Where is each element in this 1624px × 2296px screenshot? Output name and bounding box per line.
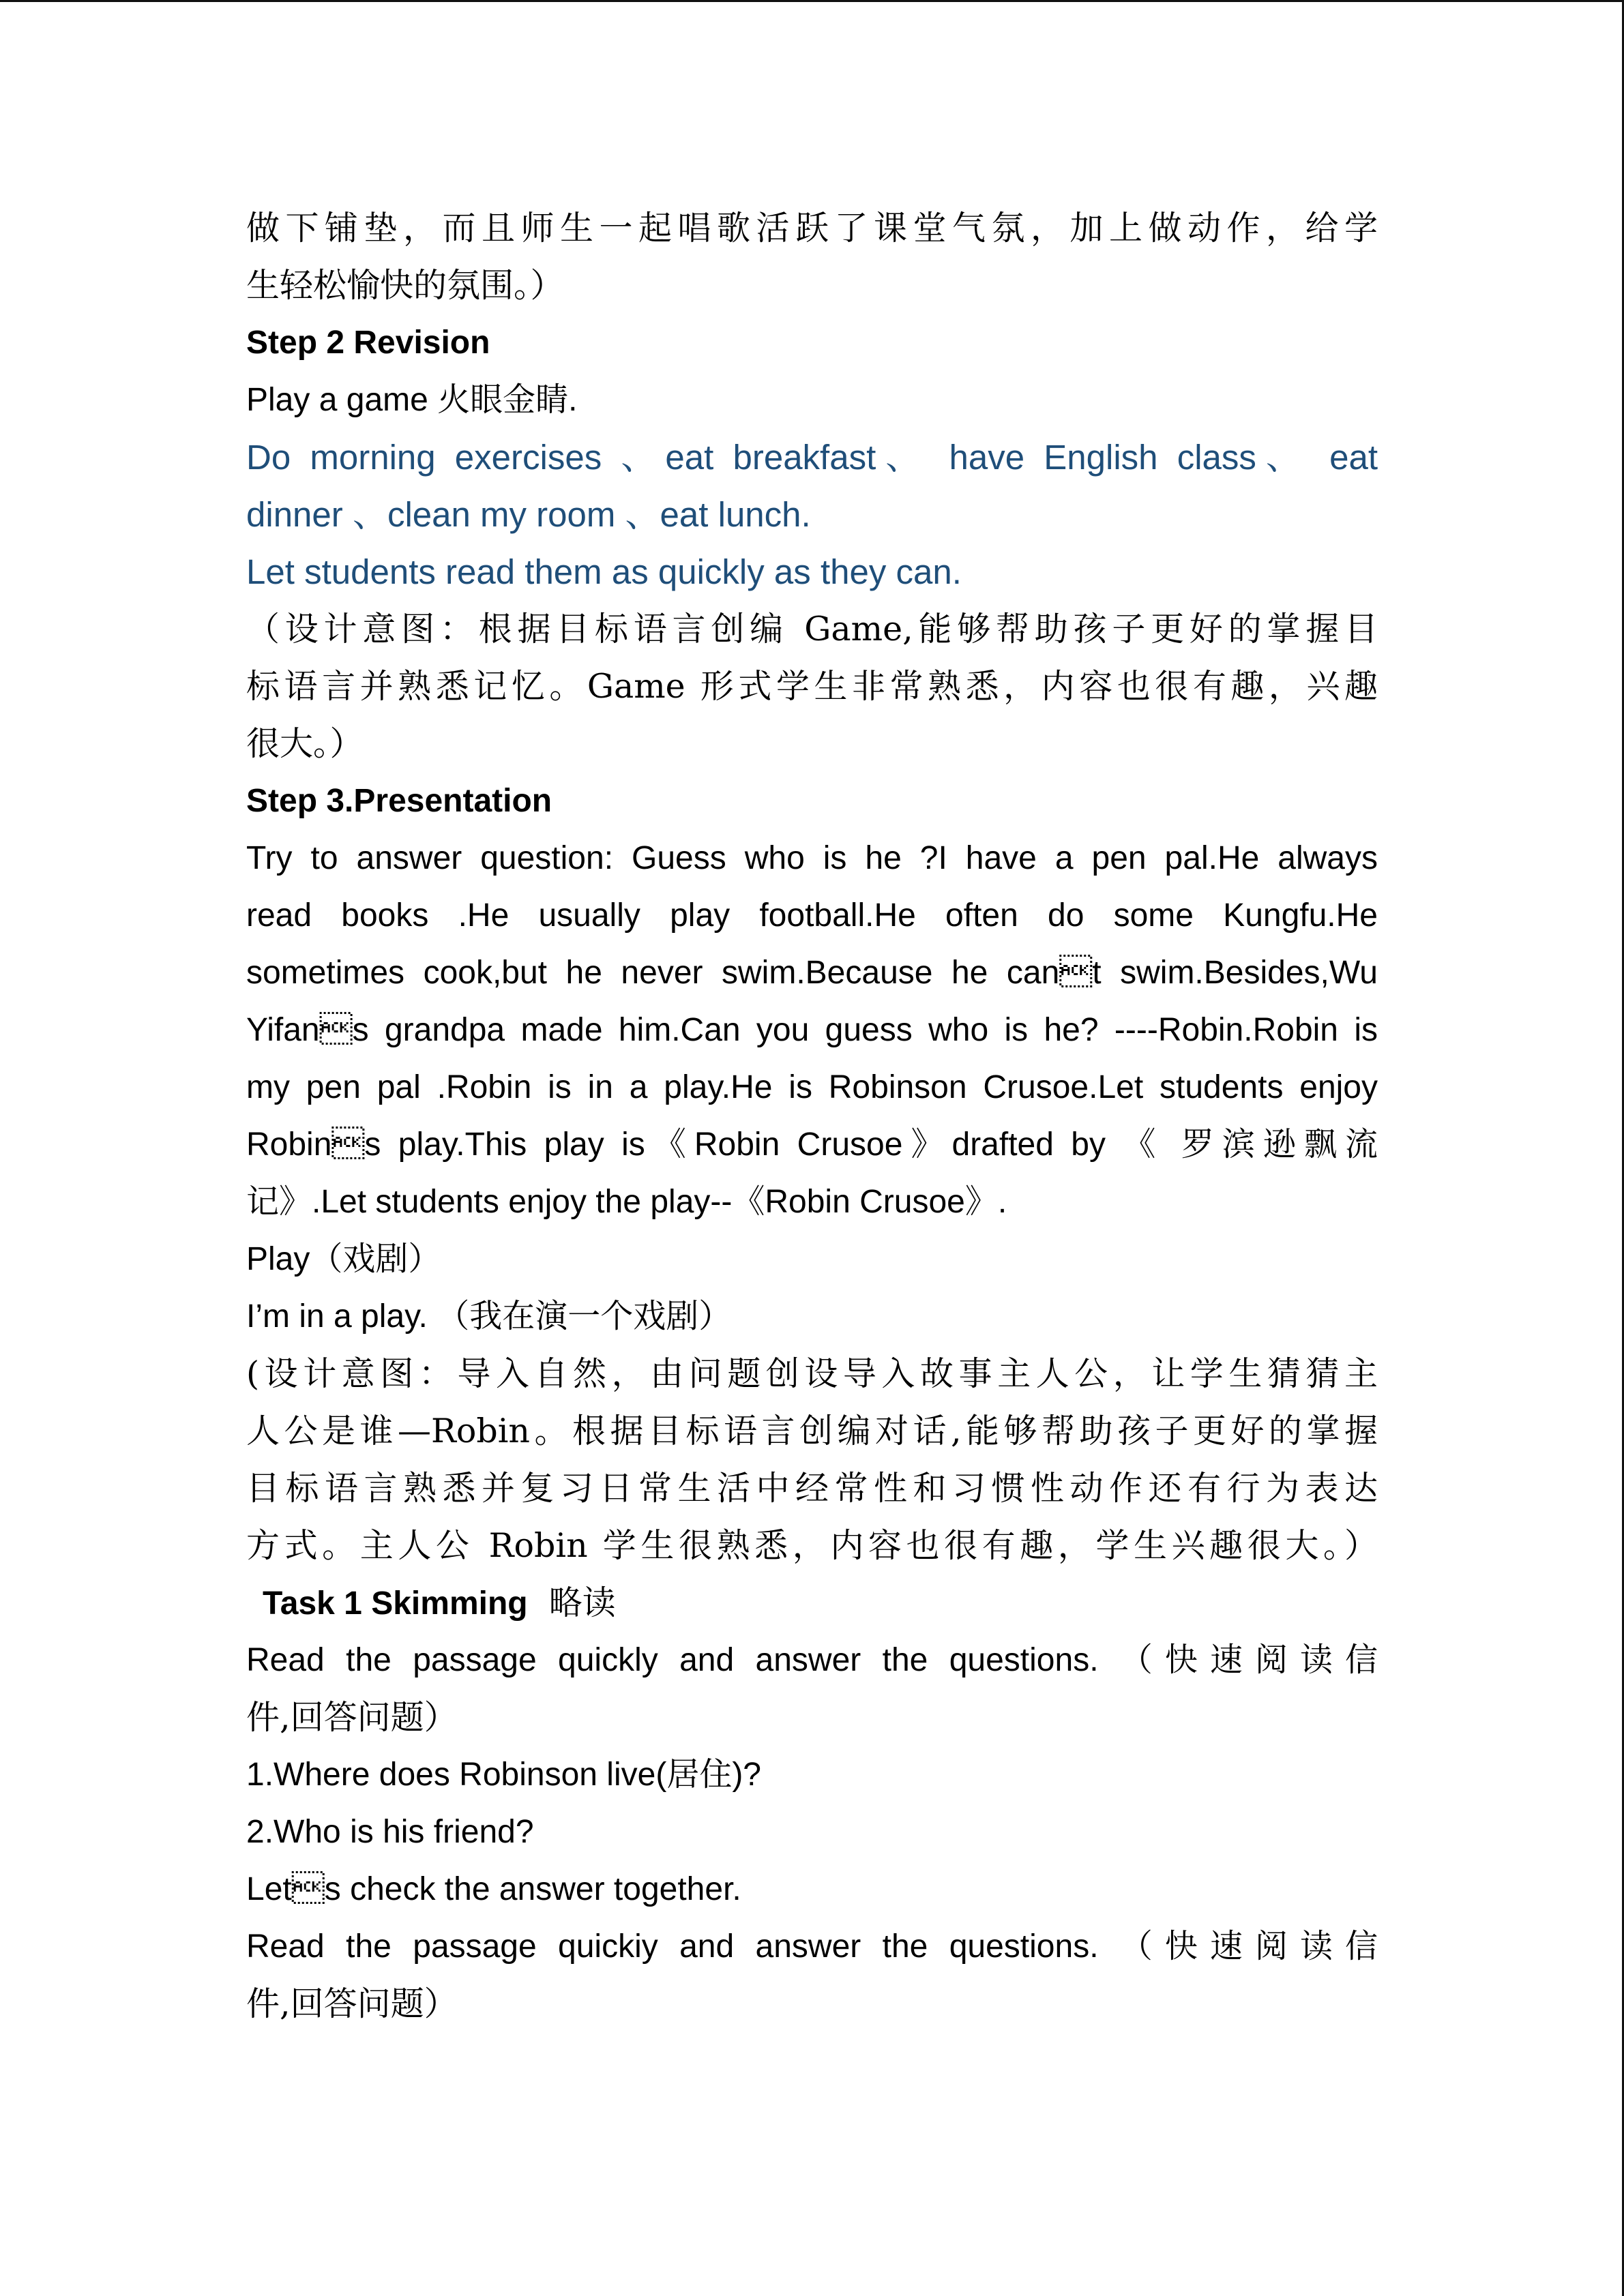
paragraph-line: 目标语言熟悉并复习日常生活中经常性和习惯性动作还有行为表达 bbox=[246, 1469, 1378, 1508]
paragraph-line: I’m in a play. （我在演一个戏剧） bbox=[246, 1298, 732, 1335]
paragraph-line: 人公是谁—Robin。根据目标语言创编对话,能够帮助孩子更好的掌握 bbox=[246, 1412, 1378, 1450]
paragraph-line: 标语言并熟悉记忆。Game 形式学生非常熟悉，内容也很有趣，兴趣 bbox=[246, 667, 1378, 706]
task-heading: Task 1 Skimming bbox=[263, 1585, 528, 1622]
paragraph-line: sometimes cook,but he never swim.Because he cant swim.Besides,Wu bbox=[246, 955, 1378, 991]
paragraph-line: 做下铺垫，而且师生一起唱歌活跃了课堂气氛，加上做动作，给学 bbox=[246, 209, 1378, 248]
paragraph-line: 很大。） bbox=[246, 724, 364, 763]
paragraph-line: Play（戏剧） bbox=[246, 1241, 441, 1277]
paragraph-line: Lets check the answer together. bbox=[246, 1871, 741, 1907]
paragraph-line: （设计意图：根据目标语言创编 Game,能够帮助孩子更好的掌握目 bbox=[246, 610, 1378, 648]
paragraph-line: 生轻松愉快的氛围。） bbox=[246, 266, 564, 305]
section-heading: Step 3.Presentation bbox=[246, 783, 552, 819]
paragraph-line: Read the passage quickiy and answer the questions. （快速阅读信 bbox=[246, 1928, 1378, 1965]
highlighted-line: Let students read them as quickly as they can. bbox=[246, 552, 962, 591]
paragraph-line: 件,回答问题） bbox=[246, 1698, 458, 1737]
paragraph-line: Read the passage quickly and answer the questions. （快速阅读信 bbox=[246, 1642, 1378, 1678]
paragraph-line: Robins play.This play is《Robin Crusoe》drafted by 《 罗滨逊飘流 bbox=[246, 1127, 1378, 1163]
paragraph-line: my pen pal .Robin is in a play.He is Robinson Crusoe.Let students enjoy bbox=[246, 1069, 1378, 1105]
paragraph-line: Play a game 火眼金睛. bbox=[246, 382, 578, 418]
highlighted-line: Do morning exercises 、eat breakfast、 have English class、 eat bbox=[246, 438, 1378, 477]
task-heading-line bbox=[246, 1575, 1378, 1632]
paragraph-line: (设计意图：导入自然，由问题创设导入故事主人公，让学生猜猜主 bbox=[246, 1354, 1378, 1393]
paragraph-line: Try to answer question: Guess who is he ?I have a pen pal.He always bbox=[246, 840, 1378, 876]
paragraph-line: read books .He usually play football.He often do some Kungfu.He bbox=[246, 897, 1378, 934]
task-heading-translation: 略读 bbox=[548, 1583, 616, 1622]
paragraph-line: 件,回答问题） bbox=[246, 1984, 458, 2023]
paragraph-line: Yifans grandpa made him.Can you guess who is he? ----Robin.Robin is bbox=[246, 1012, 1378, 1048]
question-line: 1.Where does Robinson live(居住)? bbox=[246, 1757, 761, 1793]
section-heading: Step 2 Revision bbox=[246, 325, 490, 361]
question-line: 2.Who is his friend? bbox=[246, 1814, 534, 1850]
document-body bbox=[246, 200, 1378, 2033]
highlighted-line: dinner 、clean my room 、eat lunch. bbox=[246, 495, 811, 534]
paragraph-line: 方式。主人公 Robin 学生很熟悉，内容也很有趣，学生兴趣很大。） bbox=[246, 1526, 1378, 1565]
paragraph-line: 记》.Let students enjoy the play--《Robin Crusoe》. bbox=[246, 1184, 1007, 1220]
